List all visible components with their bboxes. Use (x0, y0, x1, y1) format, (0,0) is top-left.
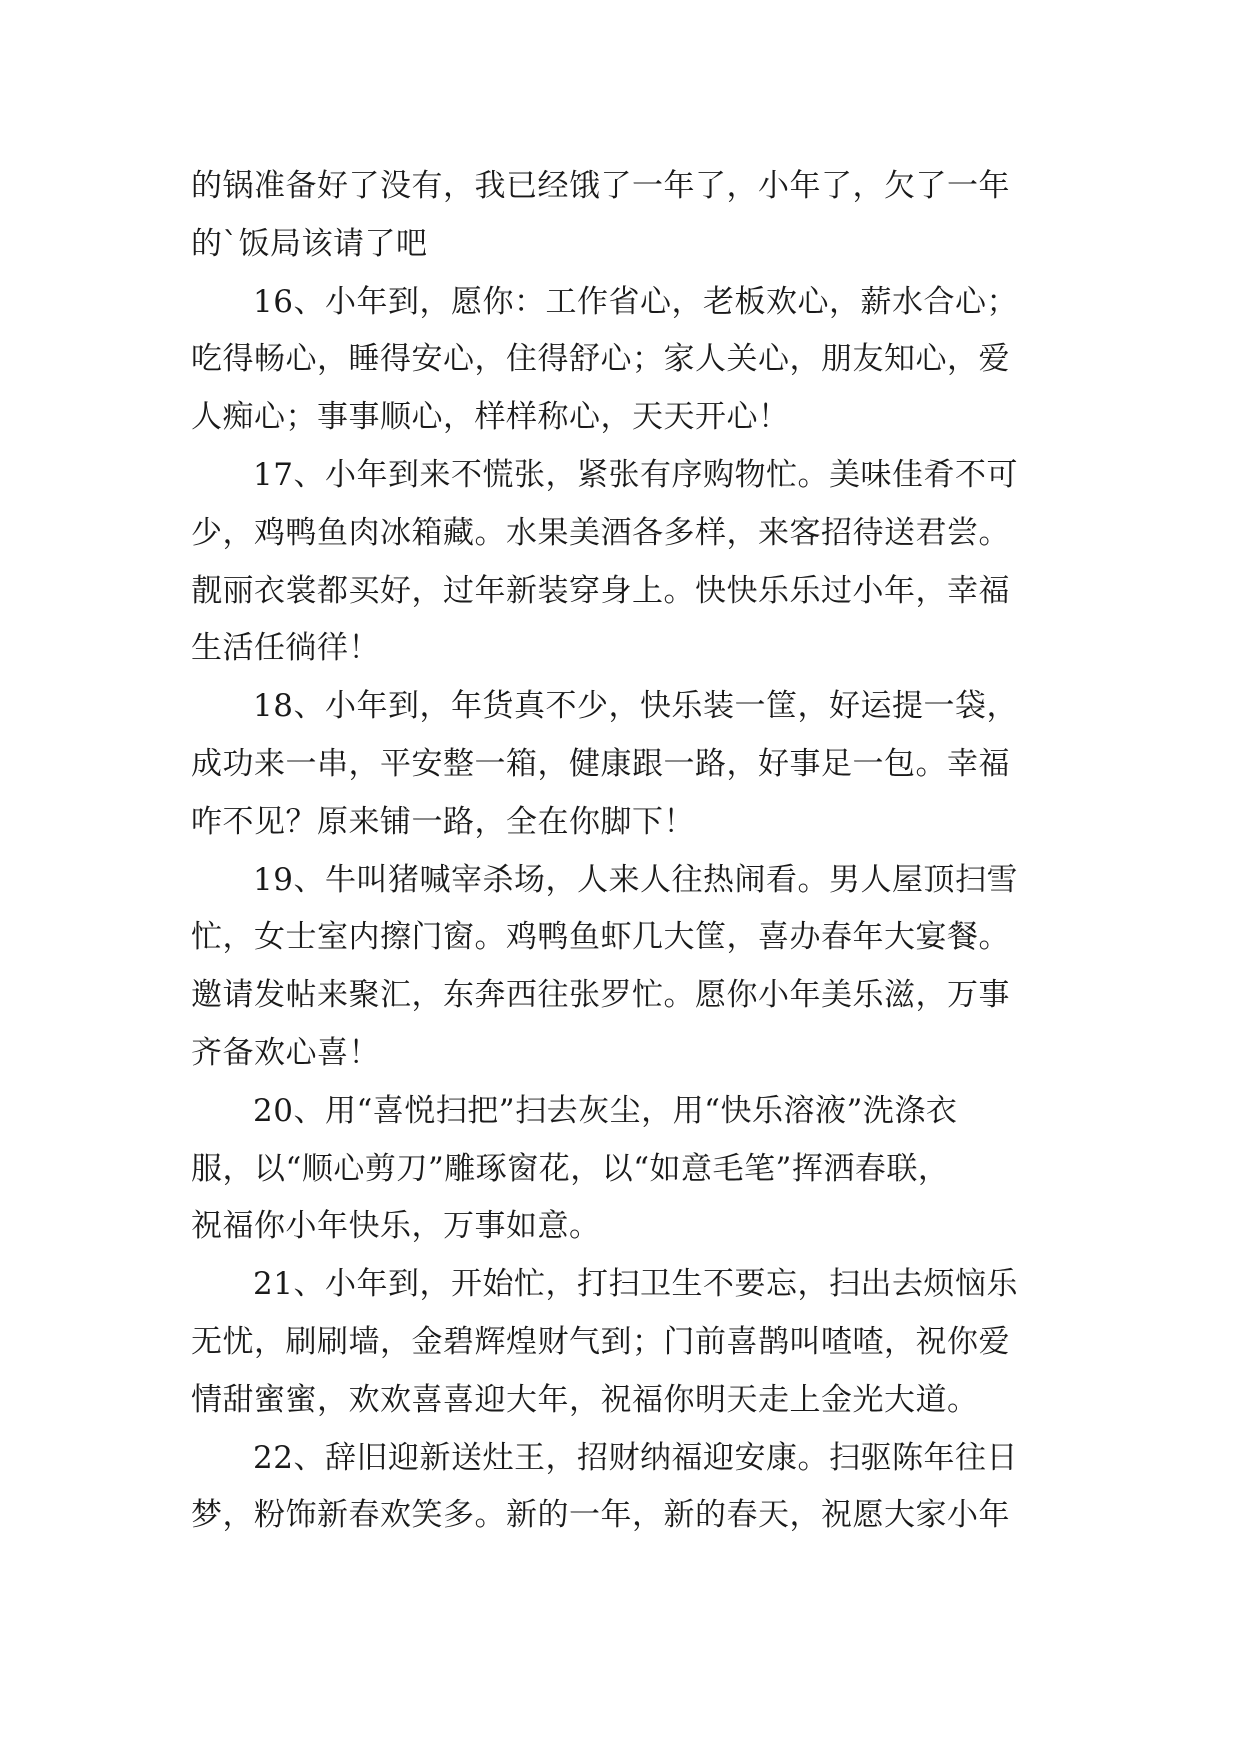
text-line: 忙，女士室内擦门窗。鸡鸭鱼虾几大筐，喜办春年大宴餐。 (191, 919, 1010, 956)
paragraph-start-line: 16、小年到，愿你：工作省心，老板欢心，薪水合心； (253, 283, 1018, 320)
paragraph-start-line: 20、用“喜悦扫把”扫去灰尘，用“快乐溶液”洗涤衣 (253, 1092, 958, 1129)
paragraph-start-line: 19、牛叫猪喊宰杀场，人来人往热闹看。男人屋顶扫雪 (253, 861, 1018, 898)
paragraph-start-line: 22、辞旧迎新送灶王，招财纳福迎安康。扫驱陈年往日 (253, 1439, 1018, 1476)
text-line: 少，鸡鸭鱼肉冰箱藏。水果美酒各多样，来客招待送君尝。 (191, 514, 1010, 551)
text-line: 祝福你小年快乐，万事如意。 (191, 1208, 601, 1245)
text-line: 生活任徜徉！ (191, 630, 380, 667)
text-line: 无忧，刷刷墙，金碧辉煌财气到；门前喜鹊叫喳喳，祝你爱 (191, 1323, 1010, 1360)
text-line: 情甜蜜蜜，欢欢喜喜迎大年，祝福你明天走上金光大道。 (191, 1381, 979, 1418)
paragraph-start-line: 21、小年到，开始忙，打扫卫生不要忘，扫出去烦恼乐 (253, 1266, 1018, 1303)
text-line: 的锅准备好了没有，我已经饿了一年了，小年了，欠了一年 (191, 168, 1010, 204)
text-line: 服，以“顺心剪刀”雕琢窗花，以“如意毛笔”挥洒春联， (191, 1150, 950, 1187)
document-body (191, 158, 1071, 1545)
text-line: 靓丽衣裳都买好，过年新装穿身上。快快乐乐过小年，幸福 (191, 572, 1010, 609)
text-line: 梦，粉饰新春欢笑多。新的一年，新的春天，祝愿大家小年 (191, 1497, 1010, 1534)
paragraph-start-line: 18、小年到，年货真不少，快乐装一筐，好运提一袋， (253, 688, 1018, 725)
text-line: 吃得畅心，睡得安心，住得舒心；家人关心，朋友知心，爱 (191, 341, 1010, 378)
text-line: 成功来一串，平安整一箱，健康跟一路，好事足一包。幸福 (191, 745, 1010, 782)
text-line: 的`饭局该请了吧 (191, 225, 428, 262)
text-line: 齐备欢心喜！ (191, 1034, 380, 1071)
text-line: 咋不见？原来铺一路，全在你脚下！ (191, 803, 695, 840)
paragraph-start-line: 17、小年到来不慌张，紧张有序购物忙。美味佳肴不可 (253, 456, 1018, 493)
text-line: 人痴心；事事顺心，样样称心，天天开心！ (191, 399, 790, 436)
text-line: 邀请发帖来聚汇，东奔西往张罗忙。愿你小年美乐滋，万事 (191, 977, 1010, 1014)
